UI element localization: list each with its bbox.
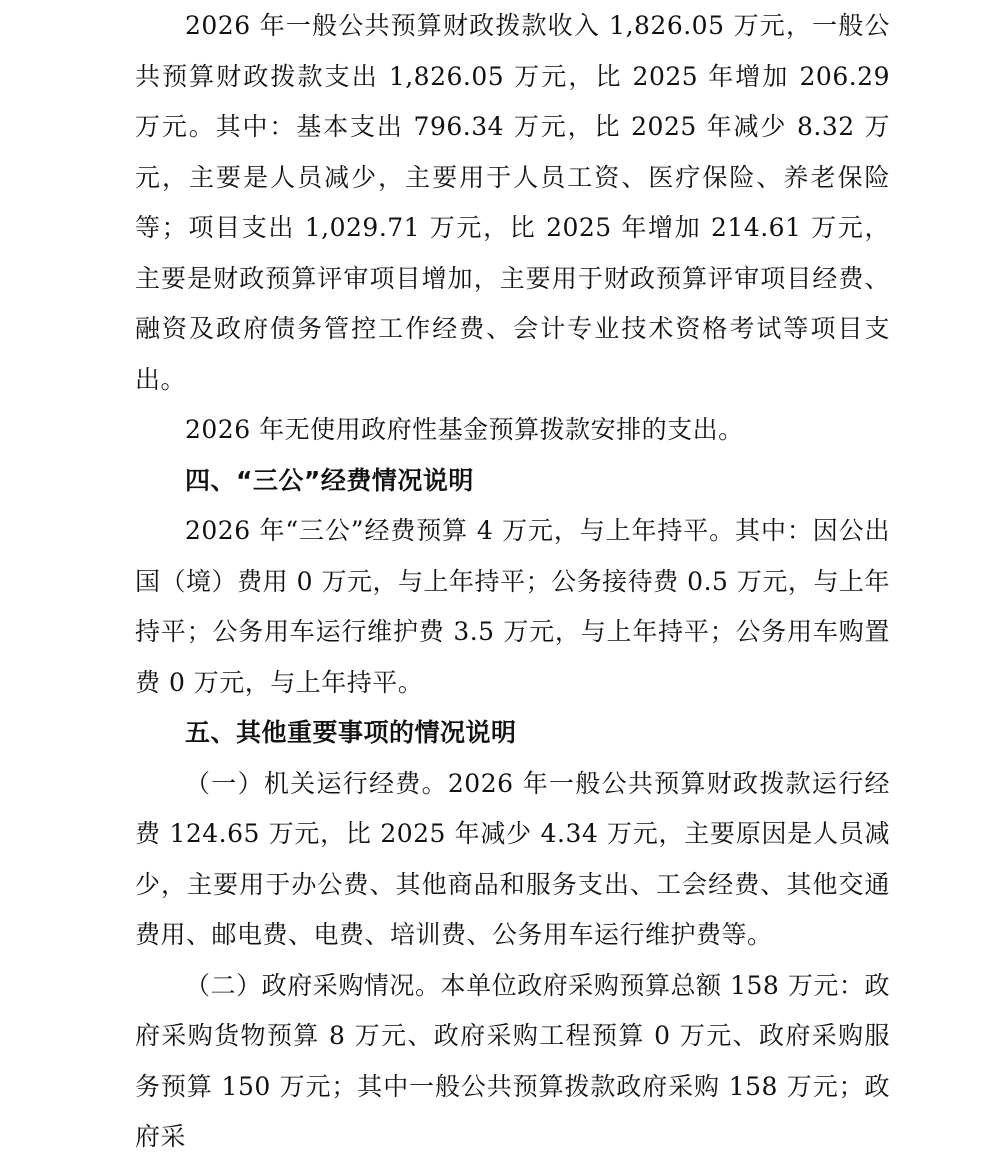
section-heading-three-public: 四、“三公”经费情况说明: [185, 465, 474, 495]
paragraph-government-fund: 2026 年无使用政府性基金预算拨款安排的支出。: [185, 415, 744, 444]
paragraph-government-procurement: （二）政府采购情况。本单位政府采购预算总额 158 万元：政府采购货物预算 8 万元、政府采购工程预算 0 万元、政府采购服务预算 150 万元；其中一般公共预算拨款政府采购 158 万元；政府采: [135, 970, 890, 1151]
paragraph-budget-income-expense: 2026 年一般公共预算财政拨款收入 1,826.05 万元，一般公共预算财政拨款支出 1,826.05 万元，比 2025 年增加 206.29 万元。其中：基本支出 796.34 万元，比 2025 年减少 8.32 万元，主要是人员减少，主要用于人员工资、医疗保险、养老保险等；项目支出 1,029.71 万元，比 2025 年增加 214.61 万元，主要是财政预算评审项目增加，主要用于财政预算评审项目经费、融资及政府债务管控工作经费、会计专业技术资格考试等项目支出。: [135, 11, 890, 394]
section-heading-other-matters: 五、其他重要事项的情况说明: [185, 718, 517, 747]
paragraph-operating-expenses: （一）机关运行经费。2026 年一般公共预算财政拨款运行经费 124.65 万元，比 2025 年减少 4.34 万元，主要原因是人员减少，主要用于办公费、其他商品和服务支出、工会经费、其他交通费用、邮电费、电费、培训费、公务用车运行维护费等。: [135, 768, 890, 949]
paragraph-three-public-expenses: 2026 年“三公”经费预算 4 万元，与上年持平。其中：因公出国（境）费用 0 万元，与上年持平；公务接待费 0.5 万元，与上年持平；公务用车运行维护费 3.5 万元，与上年持平；公务用车购置费 0 万元，与上年持平。: [135, 516, 890, 697]
